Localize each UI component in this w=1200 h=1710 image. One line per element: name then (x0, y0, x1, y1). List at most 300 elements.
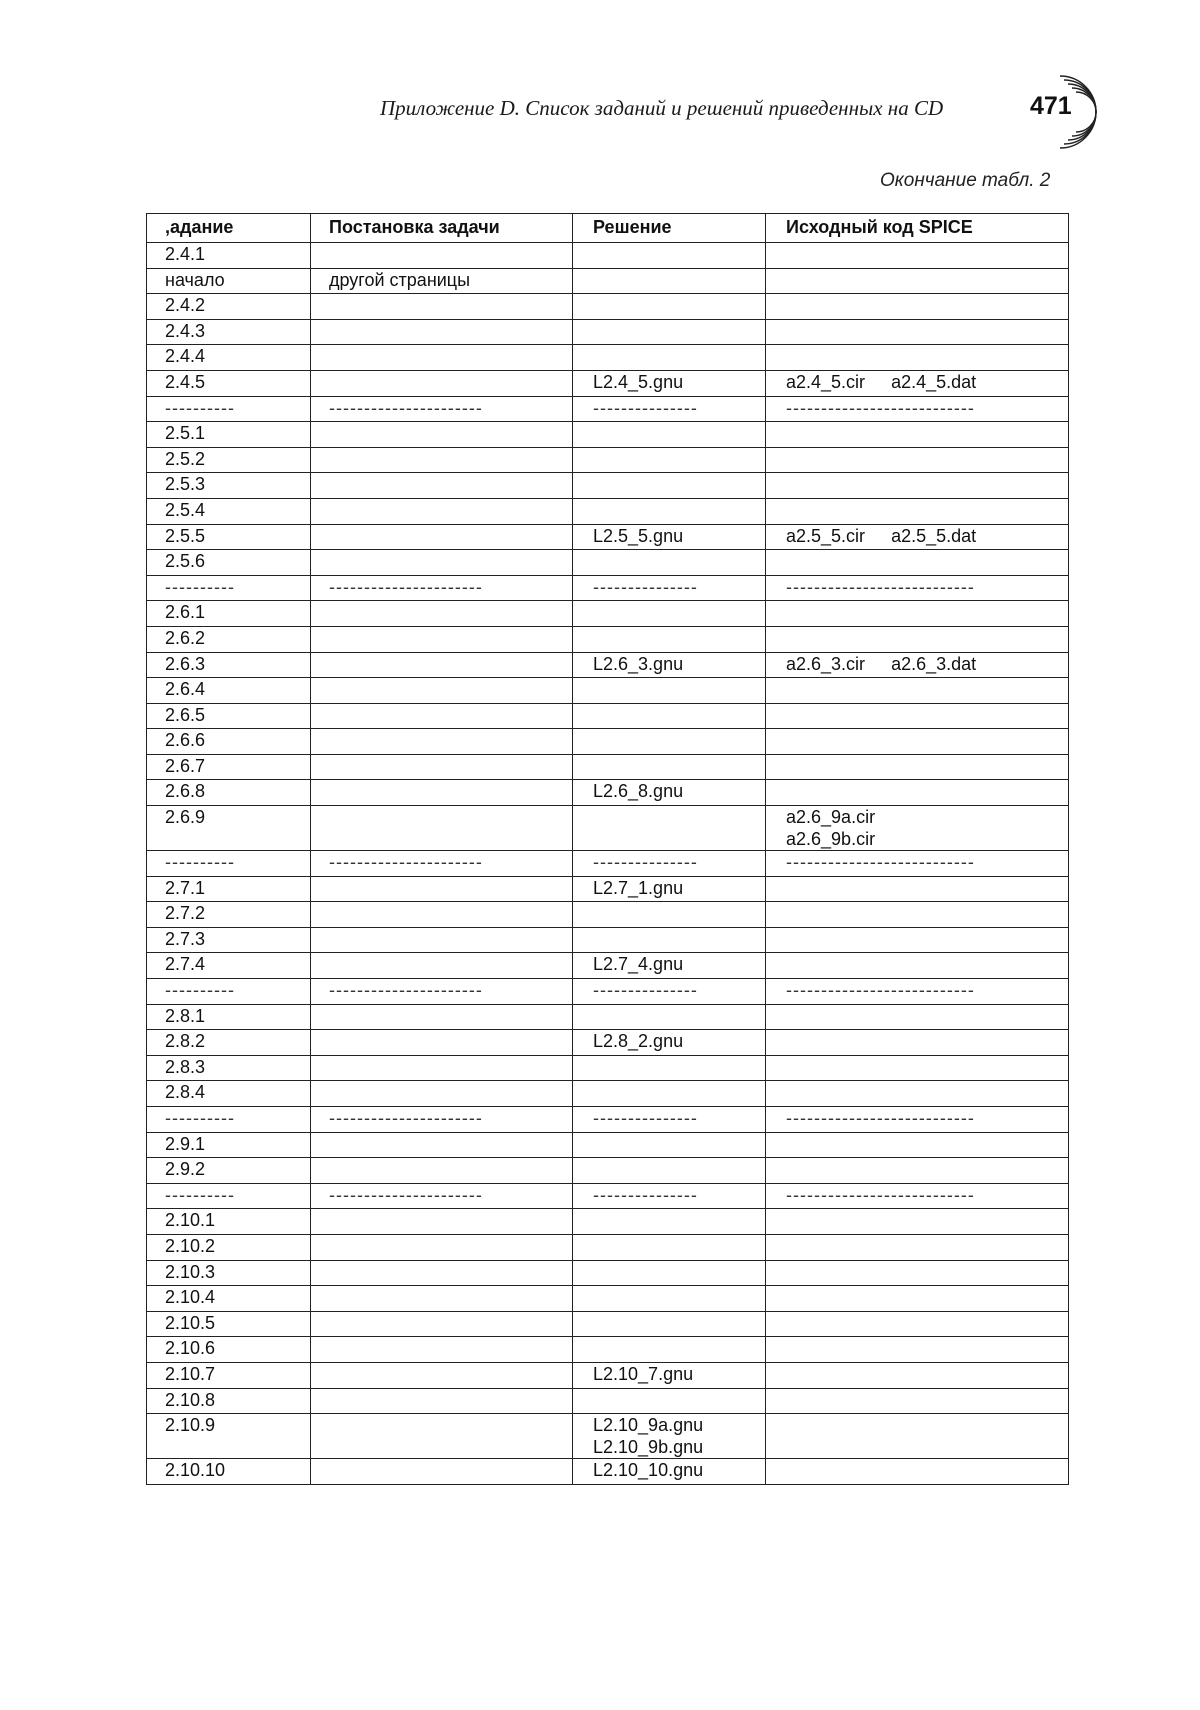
setup-cell (311, 754, 573, 780)
setup-cell (311, 1055, 573, 1081)
task-cell (147, 979, 311, 1005)
solution-file: L2.6_8.gnu (593, 781, 684, 802)
source-cell (766, 876, 1069, 902)
setup-cell (311, 1158, 573, 1184)
task-cell (147, 422, 311, 448)
task-cell (147, 473, 311, 499)
table-row (147, 703, 1069, 729)
source-cell (766, 1004, 1069, 1030)
table-row (147, 243, 1069, 269)
task-number: 2.5.3 (165, 474, 206, 495)
source-cell (766, 550, 1069, 576)
task-cell (147, 703, 311, 729)
task-cell (147, 550, 311, 576)
column-header-solution: Решение (573, 214, 766, 243)
task-cell (147, 1030, 311, 1056)
setup-cell (311, 294, 573, 320)
task-cell (147, 1260, 311, 1286)
task-number: ---------- (165, 1108, 235, 1128)
table-row (147, 1234, 1069, 1260)
task-cell (147, 1286, 311, 1312)
task-cell (147, 1311, 311, 1337)
task-number: начало (165, 269, 225, 290)
solution-cell (573, 678, 766, 704)
table-row (147, 1414, 1069, 1459)
task-cell (147, 1004, 311, 1030)
source-cell (766, 524, 1069, 550)
separator-row (147, 979, 1069, 1005)
solution-cell (573, 729, 766, 755)
setup-text: ---------------------- (329, 980, 483, 1001)
task-cell (147, 268, 311, 294)
table-row (147, 1030, 1069, 1056)
table-row (147, 626, 1069, 652)
task-cell (147, 1234, 311, 1260)
setup-cell (311, 626, 573, 652)
task-number: 2.5.4 (165, 499, 206, 520)
source-cell (766, 851, 1069, 877)
source-cell (766, 601, 1069, 627)
solution-cell (573, 422, 766, 448)
solution-cell (573, 902, 766, 928)
source-cell (766, 1183, 1069, 1209)
setup-cell (311, 268, 573, 294)
separator-row (147, 1183, 1069, 1209)
task-number: 2.5.5 (165, 525, 206, 546)
task-number: 2.10.5 (165, 1312, 216, 1333)
task-number: 2.6.8 (165, 781, 206, 802)
solution-cell (573, 1004, 766, 1030)
table-row (147, 1337, 1069, 1363)
task-number: 2.9.2 (165, 1159, 206, 1180)
task-cell (147, 652, 311, 678)
solution-cell (573, 927, 766, 953)
table-row (147, 780, 1069, 806)
solution-cell (573, 473, 766, 499)
source-cell (766, 979, 1069, 1005)
task-number: 2.7.2 (165, 903, 206, 924)
solution-cell (573, 1030, 766, 1056)
solution-cell (573, 626, 766, 652)
solution-file: --------------- (593, 1184, 698, 1205)
source-cell (766, 780, 1069, 806)
source-cell (766, 1362, 1069, 1388)
task-number: 2.10.9 (165, 1415, 216, 1436)
source-file: a2.5_5.dat (891, 525, 977, 546)
setup-cell (311, 703, 573, 729)
setup-cell (311, 1286, 573, 1312)
source-cell (766, 1030, 1069, 1056)
source-cell (766, 678, 1069, 704)
setup-text: ---------------------- (329, 1184, 483, 1205)
task-cell (147, 243, 311, 269)
column-header-source: Исходный код SPICE (766, 214, 1069, 243)
task-number: 2.4.3 (165, 320, 206, 341)
source-cell (766, 754, 1069, 780)
table-row (147, 1459, 1069, 1485)
setup-cell (311, 370, 573, 396)
table-row (147, 498, 1069, 524)
task-number: 2.5.2 (165, 448, 206, 469)
source-cell (766, 1158, 1069, 1184)
task-number: 2.6.7 (165, 755, 206, 776)
solution-cell (573, 1158, 766, 1184)
task-number: 2.6.6 (165, 730, 206, 751)
solution-cell (573, 268, 766, 294)
solution-cell (573, 575, 766, 601)
table-row (147, 1286, 1069, 1312)
separator-row (147, 575, 1069, 601)
task-cell (147, 1388, 311, 1414)
solution-cell (573, 498, 766, 524)
table-row (147, 953, 1069, 979)
setup-text: ---------------------- (329, 1108, 483, 1128)
source-file: a2.6_3.cir (786, 653, 866, 674)
task-number: 2.4.1 (165, 244, 206, 264)
task-number: ---------- (165, 576, 235, 597)
source-cell (766, 1414, 1069, 1459)
solution-cell (573, 319, 766, 345)
setup-cell (311, 422, 573, 448)
setup-text: ---------------------- (329, 576, 483, 597)
task-number: 2.6.4 (165, 679, 206, 700)
solution-file: --------------- (593, 1108, 698, 1128)
task-number: 2.7.4 (165, 954, 206, 975)
solution-cell (573, 1132, 766, 1158)
source-file: a2.4_5.dat (891, 371, 977, 392)
source-cell (766, 927, 1069, 953)
task-cell (147, 678, 311, 704)
task-number: 2.9.1 (165, 1133, 206, 1154)
solution-cell (573, 1055, 766, 1081)
source-cell (766, 473, 1069, 499)
table-header-row (147, 214, 1069, 243)
source-file: --------------------------- (786, 980, 975, 1001)
table-row (147, 319, 1069, 345)
source-cell (766, 268, 1069, 294)
page-number: 471 (1030, 92, 1072, 120)
table-row (147, 294, 1069, 320)
task-cell (147, 370, 311, 396)
source-cell (766, 1107, 1069, 1133)
setup-cell (311, 979, 573, 1005)
task-cell (147, 294, 311, 320)
solution-cell (573, 851, 766, 877)
setup-cell (311, 396, 573, 422)
separator-row (147, 851, 1069, 877)
source-cell (766, 370, 1069, 396)
table-row (147, 422, 1069, 448)
task-number: 2.4.5 (165, 371, 206, 392)
setup-cell (311, 780, 573, 806)
setup-cell (311, 1337, 573, 1363)
solution-cell (573, 652, 766, 678)
solution-cell (573, 345, 766, 371)
task-number: 2.8.1 (165, 1005, 206, 1026)
task-cell (147, 851, 311, 877)
table-row (147, 678, 1069, 704)
table-row (147, 524, 1069, 550)
task-cell (147, 626, 311, 652)
setup-cell (311, 1081, 573, 1107)
solution-cell (573, 1459, 766, 1485)
source-cell (766, 1055, 1069, 1081)
table-row (147, 1362, 1069, 1388)
table-row (147, 601, 1069, 627)
setup-cell (311, 1132, 573, 1158)
setup-cell (311, 498, 573, 524)
source-file: --------------------------- (786, 397, 975, 418)
source-cell (766, 396, 1069, 422)
solution-file: L2.10_9a.gnu (593, 1415, 704, 1436)
task-number: 2.10.2 (165, 1235, 216, 1256)
task-number: 2.7.3 (165, 928, 206, 949)
setup-cell (311, 902, 573, 928)
setup-cell (311, 1260, 573, 1286)
solution-cell (573, 370, 766, 396)
setup-cell (311, 524, 573, 550)
task-number: 2.7.1 (165, 877, 206, 898)
running-title: Приложение D. Список заданий и решений приведенных на CD (380, 96, 944, 120)
task-number: 2.4.4 (165, 346, 206, 367)
solution-file: L2.8_2.gnu (593, 1031, 684, 1052)
source-file: a2.4_5.cir (786, 371, 866, 392)
source-cell (766, 575, 1069, 601)
task-number: ---------- (165, 852, 235, 873)
setup-text: ---------------------- (329, 852, 483, 873)
solution-file: L2.7_1.gnu (593, 877, 684, 898)
setup-cell (311, 652, 573, 678)
table-row (147, 370, 1069, 396)
task-cell (147, 729, 311, 755)
task-cell (147, 1132, 311, 1158)
task-cell (147, 396, 311, 422)
separator-row (147, 396, 1069, 422)
source-cell (766, 345, 1069, 371)
solution-cell (573, 1362, 766, 1388)
task-number: 2.10.1 (165, 1210, 216, 1231)
source-cell (766, 626, 1069, 652)
solution-cell (573, 1286, 766, 1312)
table-row (147, 1158, 1069, 1184)
task-number: ---------- (165, 397, 235, 418)
column-header-setup: Постановка задачи (311, 214, 573, 243)
task-cell (147, 601, 311, 627)
source-file: --------------------------- (786, 1108, 975, 1128)
task-number: 2.8.4 (165, 1082, 206, 1103)
setup-cell (311, 1107, 573, 1133)
task-cell (147, 780, 311, 806)
task-number: 2.8.3 (165, 1056, 206, 1077)
solution-file: L2.7_4.gnu (593, 954, 684, 975)
source-cell (766, 294, 1069, 320)
source-cell (766, 1081, 1069, 1107)
task-number: ---------- (165, 980, 235, 1001)
solution-cell (573, 1107, 766, 1133)
task-number: 2.6.2 (165, 627, 206, 648)
setup-cell (311, 1362, 573, 1388)
source-file: a2.6_9a.cir (786, 807, 876, 828)
source-file: a2.5_5.cir (786, 525, 866, 546)
table-row (147, 927, 1069, 953)
solution-cell (573, 524, 766, 550)
source-cell (766, 1209, 1069, 1235)
solution-cell (573, 754, 766, 780)
task-number: 2.6.9 (165, 807, 206, 828)
solution-file: L2.6_3.gnu (593, 653, 684, 674)
source-file: a2.6_3.dat (891, 653, 977, 674)
source-cell (766, 319, 1069, 345)
solution-cell (573, 1388, 766, 1414)
source-cell (766, 1388, 1069, 1414)
setup-cell (311, 1388, 573, 1414)
setup-cell (311, 1030, 573, 1056)
task-cell (147, 902, 311, 928)
source-file: --------------------------- (786, 852, 975, 873)
table-row (147, 1004, 1069, 1030)
setup-text: другой страницы (329, 269, 471, 290)
task-number: 2.10.10 (165, 1460, 226, 1481)
table-row (147, 268, 1069, 294)
setup-cell (311, 550, 573, 576)
solution-file: --------------- (593, 576, 698, 597)
task-cell (147, 524, 311, 550)
setup-cell (311, 243, 573, 269)
solution-file: --------------- (593, 397, 698, 418)
task-cell (147, 1107, 311, 1133)
task-number: 2.10.6 (165, 1338, 216, 1359)
task-number: 2.5.6 (165, 551, 206, 572)
setup-cell (311, 1459, 573, 1485)
task-cell (147, 927, 311, 953)
source-cell (766, 1286, 1069, 1312)
solution-cell (573, 243, 766, 269)
setup-cell (311, 1209, 573, 1235)
solution-cell (573, 876, 766, 902)
task-cell (147, 1158, 311, 1184)
solution-cell (573, 396, 766, 422)
task-cell (147, 345, 311, 371)
setup-cell (311, 575, 573, 601)
source-cell (766, 1234, 1069, 1260)
setup-cell (311, 1004, 573, 1030)
setup-cell (311, 678, 573, 704)
source-file: a2.6_9b.cir (786, 829, 876, 850)
setup-cell (311, 729, 573, 755)
source-cell (766, 902, 1069, 928)
setup-cell (311, 876, 573, 902)
source-cell (766, 703, 1069, 729)
task-number: 2.6.3 (165, 653, 206, 674)
table-row (147, 447, 1069, 473)
task-cell (147, 447, 311, 473)
solution-cell (573, 1311, 766, 1337)
source-cell (766, 953, 1069, 979)
task-number: 2.6.5 (165, 704, 206, 725)
table-row (147, 902, 1069, 928)
task-cell (147, 1209, 311, 1235)
solution-cell (573, 1209, 766, 1235)
task-cell (147, 876, 311, 902)
solution-file: L2.5_5.gnu (593, 525, 684, 546)
solution-cell (573, 806, 766, 851)
task-cell (147, 1459, 311, 1485)
source-cell (766, 498, 1069, 524)
table-row (147, 1132, 1069, 1158)
solution-cell (573, 780, 766, 806)
task-number: 2.10.3 (165, 1261, 216, 1282)
task-number: 2.8.2 (165, 1031, 206, 1052)
table-row (147, 754, 1069, 780)
solution-cell (573, 1260, 766, 1286)
source-cell (766, 243, 1069, 269)
task-cell (147, 575, 311, 601)
solution-cell (573, 1234, 766, 1260)
table-body (147, 243, 1069, 1485)
source-cell (766, 422, 1069, 448)
source-cell (766, 1260, 1069, 1286)
page-corner-arcs-icon (1052, 72, 1118, 152)
table-row (147, 729, 1069, 755)
table-row (147, 1388, 1069, 1414)
solution-file: L2.4_5.gnu (593, 371, 684, 392)
solution-cell (573, 601, 766, 627)
solution-file: --------------- (593, 852, 698, 873)
task-cell (147, 754, 311, 780)
task-number: ---------- (165, 1184, 235, 1205)
table-row (147, 1209, 1069, 1235)
column-header-task: ,адание (147, 214, 311, 243)
setup-cell (311, 1234, 573, 1260)
solution-cell (573, 1183, 766, 1209)
solution-file: L2.10_10.gnu (593, 1460, 704, 1481)
tasks-table (146, 213, 1069, 1485)
source-file: --------------------------- (786, 576, 975, 597)
task-cell (147, 1362, 311, 1388)
solution-cell (573, 979, 766, 1005)
source-cell (766, 1132, 1069, 1158)
table-row (147, 806, 1069, 851)
table-row (147, 876, 1069, 902)
solution-cell (573, 1081, 766, 1107)
table-row (147, 652, 1069, 678)
table-row (147, 1055, 1069, 1081)
task-number: 2.4.2 (165, 295, 206, 316)
solution-cell (573, 447, 766, 473)
setup-cell (311, 447, 573, 473)
solution-cell (573, 1414, 766, 1459)
source-file: --------------------------- (786, 1184, 975, 1205)
source-cell (766, 1337, 1069, 1363)
task-number: 2.5.1 (165, 423, 206, 444)
setup-cell (311, 345, 573, 371)
solution-cell (573, 550, 766, 576)
task-cell (147, 1337, 311, 1363)
table-row (147, 473, 1069, 499)
task-number: 2.6.1 (165, 602, 206, 623)
task-cell (147, 1081, 311, 1107)
setup-cell (311, 927, 573, 953)
solution-cell (573, 294, 766, 320)
setup-cell (311, 473, 573, 499)
task-cell (147, 1414, 311, 1459)
setup-cell (311, 1183, 573, 1209)
setup-cell (311, 319, 573, 345)
task-number: 2.10.7 (165, 1363, 216, 1384)
source-cell (766, 806, 1069, 851)
task-cell (147, 319, 311, 345)
solution-cell (573, 953, 766, 979)
